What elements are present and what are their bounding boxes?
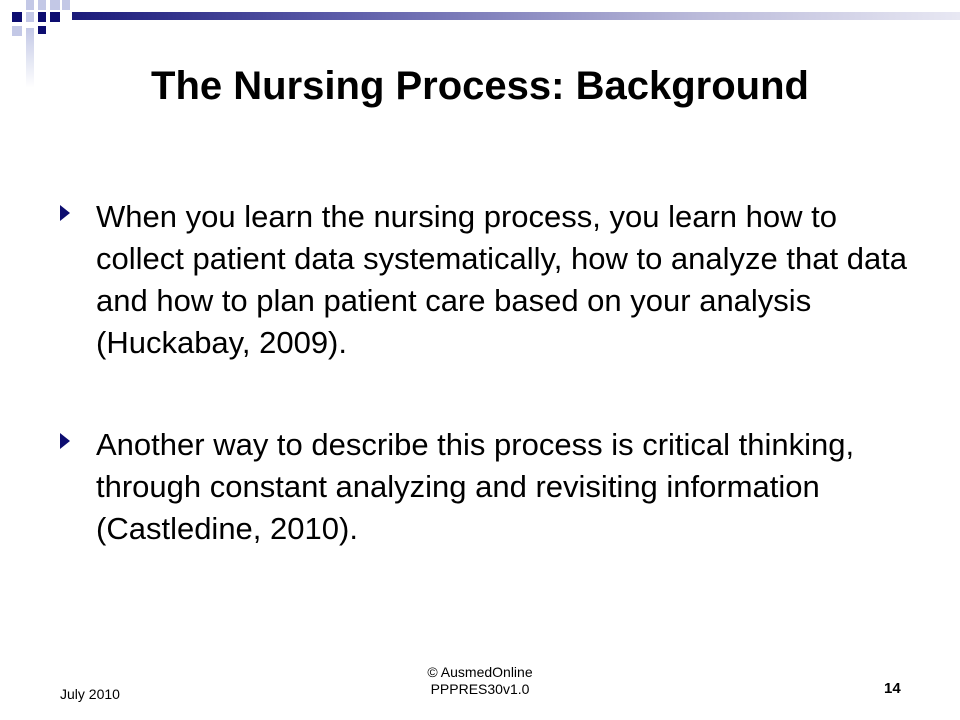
bullet-list (60, 196, 920, 550)
footer-date: July 2010 (60, 686, 120, 702)
corner-square-light (26, 12, 34, 22)
corner-square-light (62, 0, 70, 10)
bullet-item (60, 424, 920, 550)
corner-square-dark (38, 26, 46, 34)
triangle-bullet-icon (60, 433, 70, 449)
bullet-item (60, 196, 920, 364)
corner-square-dark (38, 12, 46, 22)
triangle-bullet-icon (60, 205, 70, 221)
corner-square-light (12, 26, 22, 36)
corner-square-dark (12, 12, 22, 22)
bullet-text: When you learn the nursing process, you learn how to collect patient data systematically, how to analyze that data and how to plan patient care based on your analysis (Huckabay, 2009). (96, 199, 908, 360)
corner-square-light (38, 0, 46, 10)
corner-square-dark (50, 12, 60, 22)
footer-copyright: © AusmedOnline (427, 664, 533, 680)
slide-title: The Nursing Process: Background (151, 64, 809, 108)
corner-square-light (26, 0, 34, 10)
footer-credit (380, 664, 580, 698)
footer-code: PPPRES30v1.0 (430, 681, 530, 697)
top-decor-bar (72, 12, 960, 20)
page-number: 14 (884, 680, 901, 697)
corner-square-light (50, 0, 60, 10)
bullet-text: Another way to describe this process is critical thinking, through constant analyzing and revisiting information (Castledine, 2010). (96, 427, 855, 546)
